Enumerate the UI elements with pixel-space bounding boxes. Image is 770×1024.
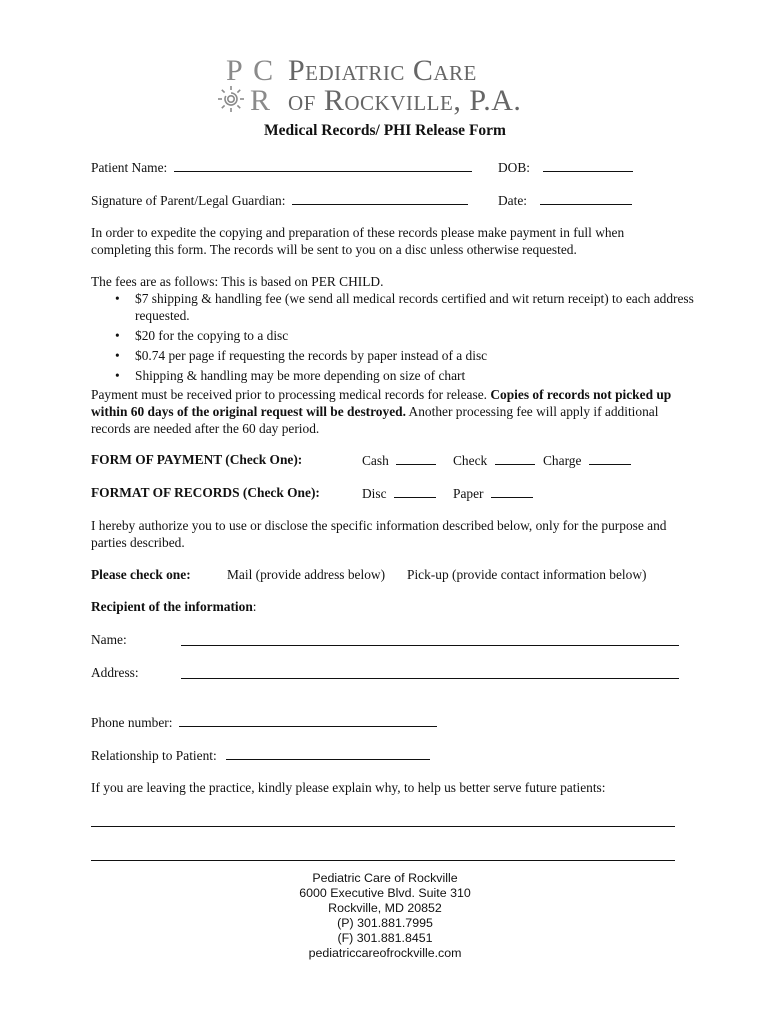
list-item: • $7 shipping & handling fee (we send all medical records certified and wit return receipt) to each address requested. [91,290,695,324]
list-item: • $0.74 per page if requesting the records by paper instead of a disc [91,347,691,364]
footer-address-line2: Rockville, MD 20852 [328,901,442,915]
payment-option-check[interactable] [453,452,535,469]
relationship-row [91,747,430,764]
dob-row [498,159,633,176]
recipient-heading [91,599,257,615]
signature-field[interactable] [292,192,468,205]
check-one-label: Please check one: [91,567,191,582]
dob-field[interactable] [543,159,633,172]
logo-name-line1: Pediatric Care [288,54,477,87]
footer-practice-name: Pediatric Care of Rockville [312,871,458,885]
payment-check-blank[interactable] [495,452,535,465]
payment-note-warning: Copies of records not picked up within 60 days of the original request will be destroyed. [91,387,672,419]
leaving-question: If you are leaving the practice, kindly please explain why, to help us better serve future patients: [91,780,606,795]
patient-name-row [91,159,472,176]
delivery-option-mail[interactable]: Mail (provide address below) [227,567,386,582]
payment-option-label: Cash [362,453,389,468]
payment-cash-blank[interactable] [396,452,436,465]
form-title: Medical Records/ PHI Release Form [264,122,506,139]
logo-monogram-bottom: R [250,84,273,117]
relationship-field[interactable] [226,747,430,760]
date-field[interactable] [540,192,632,205]
patient-name-label: Patient Name: [91,160,168,175]
recipient-heading-text: Recipient of the information [91,599,253,614]
logo-name-line2: of Rockville, P.A. [288,84,522,117]
dob-label: DOB: [498,160,530,175]
leaving-reason-line-1[interactable] [91,826,675,827]
payment-note [91,386,681,437]
patient-name-field[interactable] [174,159,472,172]
format-label: FORMAT OF RECORDS (Check One): [91,485,320,500]
delivery-option-pickup[interactable]: Pick-up (provide contact information below) [407,567,647,582]
format-option-paper[interactable] [453,485,533,502]
fees-list [91,290,694,384]
payment-option-charge[interactable] [543,452,631,469]
fees-section [91,273,694,387]
sun-swirl-icon [216,84,246,114]
date-row [498,192,632,209]
intro-paragraph: In order to expedite the copying and preparation of these records please make payment in full when completing this form. The records will be sent to you on a disc unless otherwise requested. [91,225,625,257]
footer-phone: (P) 301.881.7995 [337,916,433,930]
recipient-name-field[interactable] [181,645,679,646]
fees-heading: The fees are as follows: This is based on PER CHILD. [91,274,384,289]
format-option-disc[interactable] [362,485,436,502]
phone-field[interactable] [179,714,437,727]
payment-option-label: Check [453,453,488,468]
payment-note-text-after: Another processing fee will apply if additional records are needed after the 60 day period. [91,404,659,436]
leaving-reason-line-2[interactable] [91,860,675,861]
logo-monogram-top: P C [226,54,276,87]
recipient-address-field[interactable] [181,678,679,679]
relationship-label: Relationship to Patient: [91,748,217,763]
signature-row [91,192,468,209]
list-item: • Shipping & handling may be more depending on size of chart [91,367,691,384]
footer-contact [0,871,770,961]
authorization-paragraph: I hereby authorize you to use or disclose the specific information described below, only for the purpose and parties described. [91,518,667,550]
footer-fax: (F) 301.881.8451 [337,931,433,945]
footer-address-line1: 6000 Executive Blvd. Suite 310 [299,886,471,900]
list-item: • $20 for the copying to a disc [91,327,691,344]
payment-label: FORM OF PAYMENT (Check One): [91,452,303,467]
phone-row [91,714,437,731]
signature-label: Signature of Parent/Legal Guardian: [91,193,286,208]
recipient-address-label: Address: [91,665,139,680]
phone-label: Phone number: [91,715,173,730]
format-option-label: Disc [362,486,387,501]
format-paper-blank[interactable] [491,485,533,498]
recipient-heading-colon: : [252,599,257,614]
payment-option-label: Charge [543,453,582,468]
payment-option-cash[interactable] [362,452,436,469]
format-option-label: Paper [453,486,484,501]
payment-note-text: Payment must be received prior to processing medical records for release. [91,387,491,402]
format-disc-blank[interactable] [394,485,436,498]
payment-charge-blank[interactable] [589,452,631,465]
date-label: Date: [498,193,527,208]
footer-website[interactable]: pediatriccareofrockville.com [308,946,462,960]
recipient-name-label: Name: [91,632,127,647]
